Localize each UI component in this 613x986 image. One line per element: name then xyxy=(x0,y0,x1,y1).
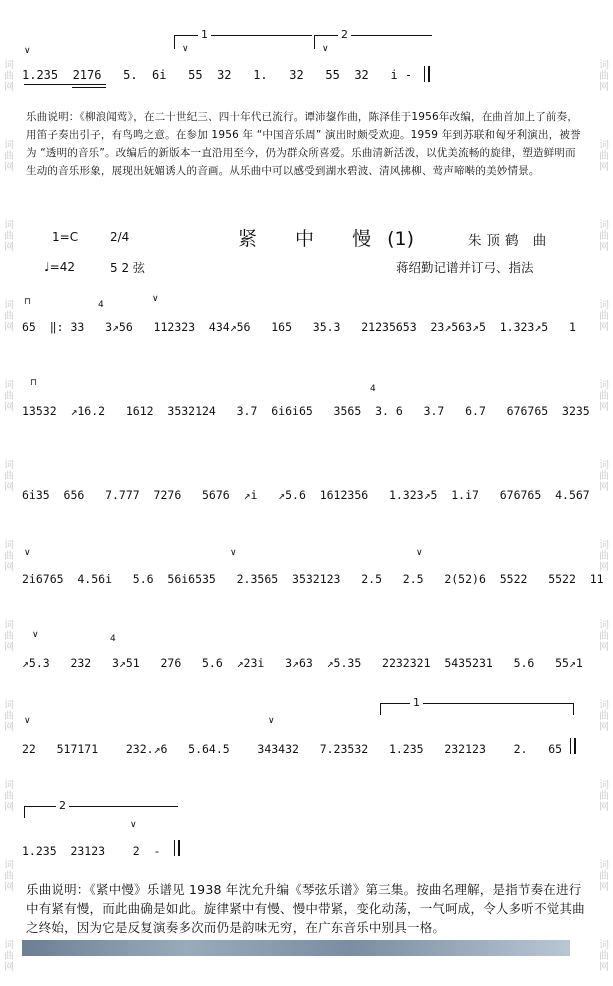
bow-mark: ∨ xyxy=(130,820,137,830)
watermark-text: 词 曲 网 xyxy=(4,540,14,573)
watermark-strip-left xyxy=(0,0,18,986)
notation-credit: 蒋绍勤记谱并订弓、指法 xyxy=(396,260,534,275)
watermark-text: 词 曲 网 xyxy=(4,60,14,93)
volta-bracket-row6-right xyxy=(573,703,574,715)
watermark-text: 词 曲 网 xyxy=(4,220,14,253)
key-signature: 1=C xyxy=(52,230,79,244)
end-barline xyxy=(428,66,430,82)
watermark-text: 词 曲 网 xyxy=(4,860,14,893)
watermark-text: 词 曲 网 xyxy=(4,780,14,813)
watermark-text: 词 曲 网 xyxy=(4,940,14,973)
watermark-text: 词 曲 网 xyxy=(599,140,609,173)
volta-number-row7: 2 xyxy=(56,799,69,812)
score-row-1: 65 ‖: 33 3↗56 112323 434↗56 165 35.3 21235653 23↗563↗5 1.323↗5 1 xyxy=(22,320,576,334)
underline xyxy=(24,84,76,85)
bow-mark-down: ⊓ xyxy=(24,297,32,307)
volta-number-1: 1 xyxy=(198,28,211,41)
watermark-text: 词 曲 网 xyxy=(599,300,609,333)
volta-number-row6: 1 xyxy=(410,696,423,709)
score-row-4: 2i6765 4.56i 5.6 56i6535 2.3565 3532123 2.5 2.5 2(52)6 5522 5522 11 xyxy=(22,572,604,586)
watermark-text: 词 曲 网 xyxy=(4,140,14,173)
volta-bracket-2-left xyxy=(314,35,315,49)
watermark-text: 词 曲 网 xyxy=(599,620,609,653)
repeat-end-barline-thin xyxy=(570,738,571,754)
bow-mark: ∨ xyxy=(152,294,159,304)
composer: 朱顶鹤 曲 xyxy=(468,233,552,249)
volta-bracket-row6-left xyxy=(380,703,381,715)
piece-title-number: (1) xyxy=(387,228,415,250)
watermark-text: 词 曲 网 xyxy=(4,380,14,413)
watermark-text: 词 曲 网 xyxy=(599,380,609,413)
piece2-description: 乐曲说明：《紧中慢》乐谱见 1938 年沈允升编《琴弦乐谱》第三集。按曲名理解，是指节奏在进行中有紧有慢，而此曲确是如此。旋律紧中有慢、慢中带紧，变化动荡，一气呵成，令人多听不觉其曲之终始，因为它是反复演奏多次而仍是韵味无穷，在广东音乐中别具一格。 xyxy=(26,882,585,935)
bow-mark: ∨ xyxy=(322,44,329,54)
underline xyxy=(72,84,106,85)
finger-mark: 4 xyxy=(110,634,116,644)
watermark-text: 词 曲 网 xyxy=(599,60,609,93)
final-barline-thin xyxy=(174,840,175,856)
string-tuning: 5 2 弦 xyxy=(110,261,145,275)
bow-mark: ∨ xyxy=(230,548,237,558)
watermark-text: 词 曲 网 xyxy=(599,460,609,493)
volta-number-2: 2 xyxy=(338,28,351,41)
watermark-text: 词 曲 网 xyxy=(599,700,609,733)
score-row-5: ↗5.3 232 3↗51 276 5.6 ↗23i 3↗63 ↗5.35 2232321 5435231 5.6 55↗1 xyxy=(22,656,583,670)
volta-bracket-1-left xyxy=(174,35,175,49)
score-row-3: 6i35 656 7.777 7276 5676 ↗i ↗5.6 1612356 1.323↗5 1.i7 676765 4.567 xyxy=(22,488,590,502)
bow-mark-down: ⊓ xyxy=(30,378,38,388)
decorative-photo-strip xyxy=(22,940,570,956)
piece1-description: 乐曲说明：《柳浪闻莺》，在二十世纪三、四十年代已流行。谭沛鋆作曲，陈泽佳于1956年改编，在曲首加上了前奏，用笛子奏出引子，有鸟鸣之意。在参加 1956 年 “中国音乐周” 演出时颇受欢迎。1959 年到苏联和匈牙利演出，被誉为 “透明的音乐”。改编后的新版本一直沿用至今，仍为群众所喜爱。乐曲清新活泼，以优美流畅的旋律，塑造鲜明而生动的音乐形象，展现出妩媚诱人的音画。从乐曲中可以感受到湖水碧波、清风拂柳、莺声啼啭的美妙情景。 xyxy=(26,111,581,177)
bow-mark: ∨ xyxy=(24,46,31,56)
volta-bracket-2 xyxy=(314,35,432,36)
score-row-7: 1.235 23123 2 - xyxy=(22,844,161,858)
volta-bracket-1 xyxy=(174,35,312,36)
bow-mark: ∨ xyxy=(416,548,423,558)
watermark-text: 词 曲 网 xyxy=(599,780,609,813)
volta-bracket-row7-left xyxy=(24,806,25,818)
underline xyxy=(72,87,106,88)
tempo-marking: ♩=42 xyxy=(44,260,75,274)
watermark-text: 词 曲 网 xyxy=(599,860,609,893)
bow-mark: ∨ xyxy=(32,630,39,640)
watermark-text: 词 曲 网 xyxy=(4,460,14,493)
score-row-6: 22 517171 232.↗6 5.64.5 343432 7.23532 1.235 232123 2. 65 xyxy=(22,742,563,756)
piece-title xyxy=(238,224,414,251)
end-barline-thin xyxy=(424,66,425,82)
watermark-text: 词 曲 网 xyxy=(4,700,14,733)
finger-mark: 4 xyxy=(98,300,104,310)
volta-bracket-row7 xyxy=(24,806,178,807)
time-signature: 2/4 xyxy=(110,230,130,244)
watermark-text: 词 曲 网 xyxy=(4,620,14,653)
score-row-piece1: 1.235 2176 5. 6i 55 32 1. 32 55 32 i - xyxy=(22,68,413,82)
piece-title-text: 紧 中 慢 xyxy=(238,228,388,250)
bow-mark: ∨ xyxy=(182,44,189,54)
watermark-strip-right xyxy=(595,0,613,986)
watermark-text: 词 曲 网 xyxy=(599,940,609,973)
watermark-text: 词 曲 网 xyxy=(599,540,609,573)
watermark-text: 词 曲 网 xyxy=(599,220,609,253)
bow-mark: ∨ xyxy=(24,716,31,726)
repeat-end-barline xyxy=(574,738,576,754)
watermark-text: 词 曲 网 xyxy=(4,300,14,333)
final-barline xyxy=(178,840,180,856)
finger-mark: 4 xyxy=(370,384,376,394)
bow-mark: ∨ xyxy=(268,716,275,726)
score-row-2: 13532 ↗16.2 1612 3532124 3.7 6i6i65 3565 3. 6 3.7 6.7 676765 3235 xyxy=(22,404,590,418)
bow-mark: ∨ xyxy=(24,548,31,558)
